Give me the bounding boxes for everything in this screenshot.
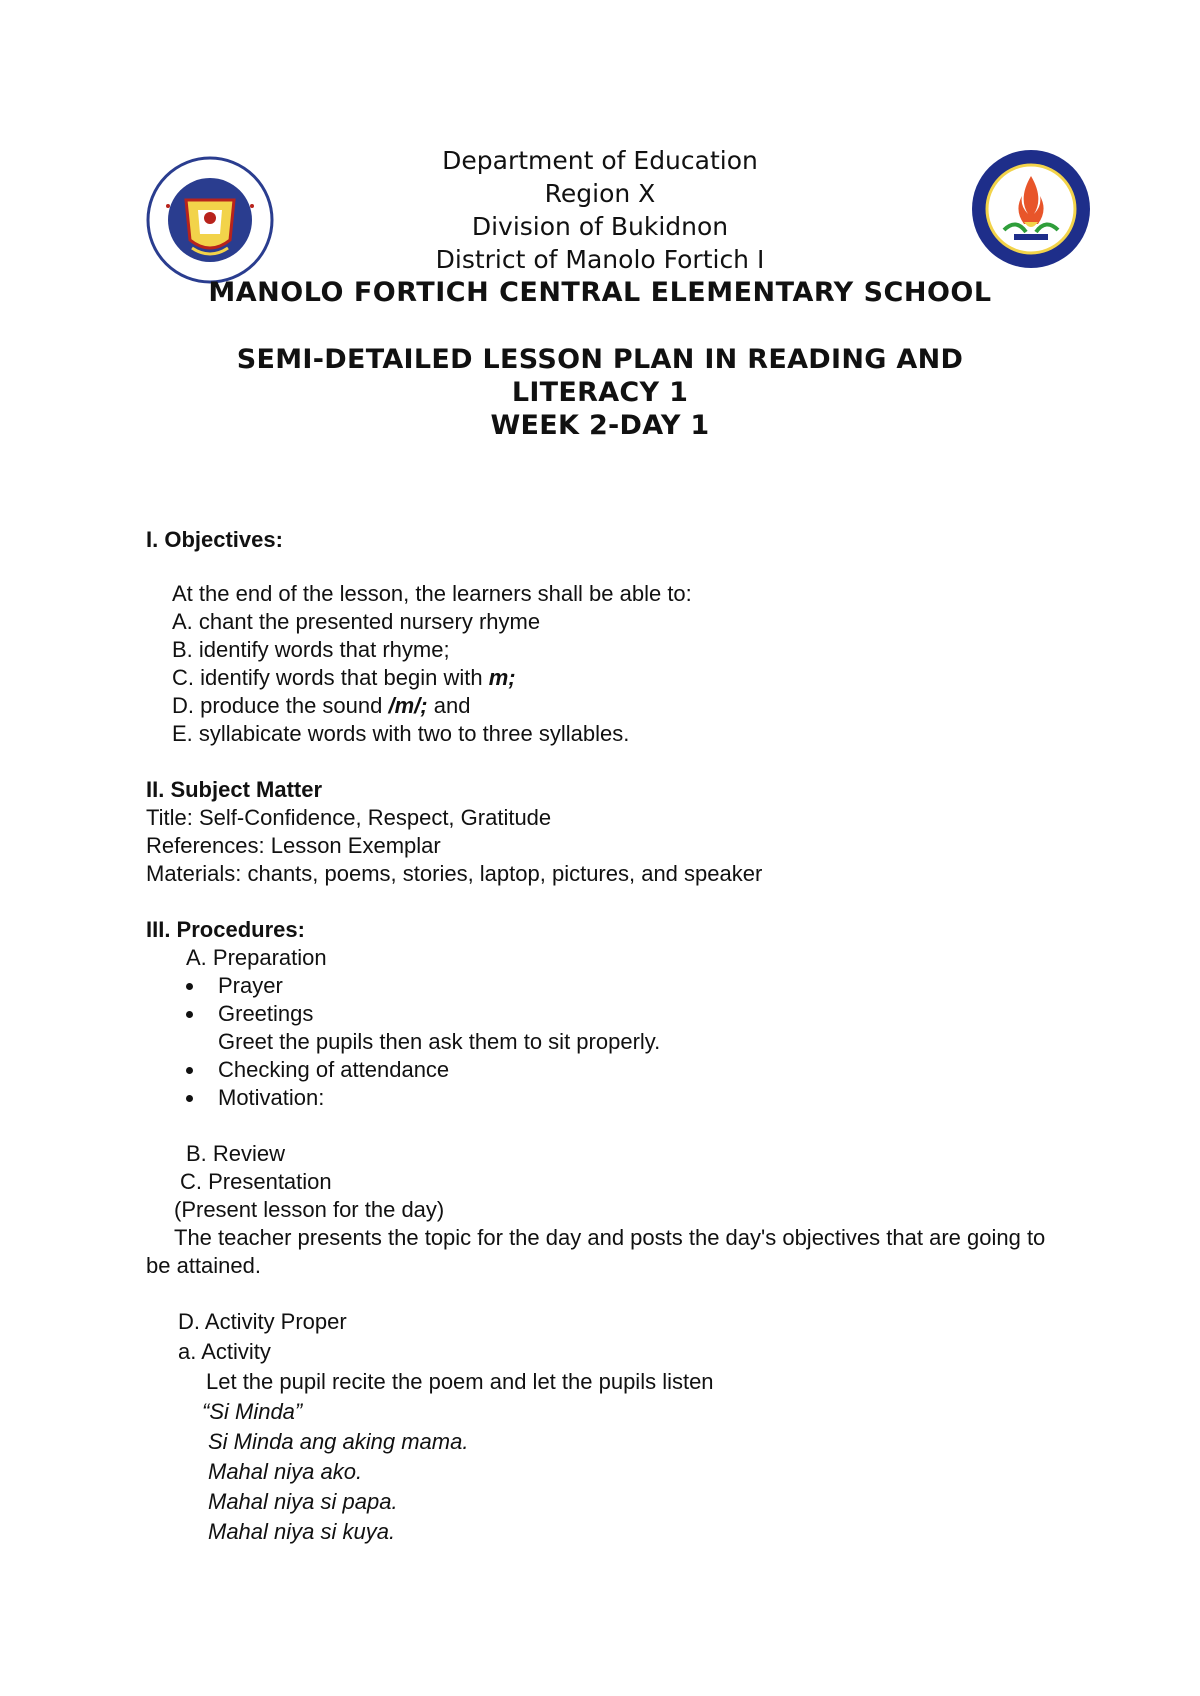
objective-d — [146, 692, 1066, 720]
preparation-item: A. Preparation — [186, 945, 327, 970]
bullet-prayer: Prayer — [146, 972, 1066, 1000]
objective-a: A. chant the presented nursery rhyme — [172, 609, 541, 634]
teacher-note: The teacher presents the topic for the day and posts the day's objectives that are going to be attained. — [146, 1225, 1046, 1278]
poem-line: Si Minda ang aking mama. — [208, 1429, 469, 1454]
objective-c-letter: m; — [488, 665, 516, 690]
subject-heading: II. Subject Matter — [146, 777, 323, 802]
objective-d-and: and — [427, 693, 471, 718]
procedures-heading: III. Procedures: — [146, 917, 305, 942]
poem-line: Mahal niya si kuya. — [208, 1519, 396, 1544]
objective-c-text: C. identify words that begin with — [172, 665, 489, 690]
school-name: MANOLO FORTICH CENTRAL ELEMENTARY SCHOOL — [208, 277, 992, 308]
letterhead — [0, 144, 1200, 310]
subject-references: References: Lesson Exemplar — [146, 833, 441, 858]
bullet-motivation: Motivation: — [146, 1084, 1066, 1112]
poem-line: Mahal niya si papa. — [208, 1489, 398, 1514]
district-line: District of Manolo Fortich I — [435, 245, 765, 274]
bullet-greetings: Greetings — [146, 1000, 1066, 1028]
bullet-attendance: Checking of attendance — [146, 1056, 1066, 1084]
review-item: B. Review — [186, 1141, 286, 1166]
objectives-heading: I. Objectives: — [146, 527, 283, 552]
lesson-body — [146, 526, 1066, 1546]
greetings-note: Greet the pupils then ask them to sit properly. — [218, 1029, 661, 1054]
objective-d-sound: /m/; — [388, 693, 428, 718]
presentation-item: C. Presentation — [180, 1169, 332, 1194]
lesson-plan-title — [0, 343, 1200, 442]
poem-title: “Si Minda” — [202, 1399, 303, 1424]
objective-d-text: D. produce the sound — [172, 693, 389, 718]
objectives-intro: At the end of the lesson, the learners shall be able to: — [172, 581, 692, 606]
objective-e: E. syllabicate words with two to three syllables. — [172, 721, 630, 746]
title-line-2: LITERACY 1 — [511, 377, 689, 408]
department-line: Department of Education — [442, 146, 758, 175]
activity-item: a. Activity — [178, 1339, 271, 1364]
poem-line: Mahal niya ako. — [208, 1459, 363, 1484]
title-line-3: WEEK 2-DAY 1 — [490, 410, 710, 441]
subject-title: Title: Self-Confidence, Respect, Gratitude — [146, 805, 552, 830]
objective-c — [146, 664, 1066, 692]
division-line: Division of Bukidnon — [471, 212, 729, 241]
region-line: Region X — [544, 179, 656, 208]
presentation-note: (Present lesson for the day) — [174, 1197, 445, 1222]
objective-b: B. identify words that rhyme; — [172, 637, 450, 662]
subject-materials: Materials: chants, poems, stories, laptop, pictures, and speaker — [146, 861, 763, 886]
activity-proper-item: D. Activity Proper — [178, 1309, 347, 1334]
activity-note: Let the pupil recite the poem and let the pupils listen — [206, 1369, 714, 1394]
title-line-1: SEMI-DETAILED LESSON PLAN IN READING AND — [236, 344, 964, 375]
